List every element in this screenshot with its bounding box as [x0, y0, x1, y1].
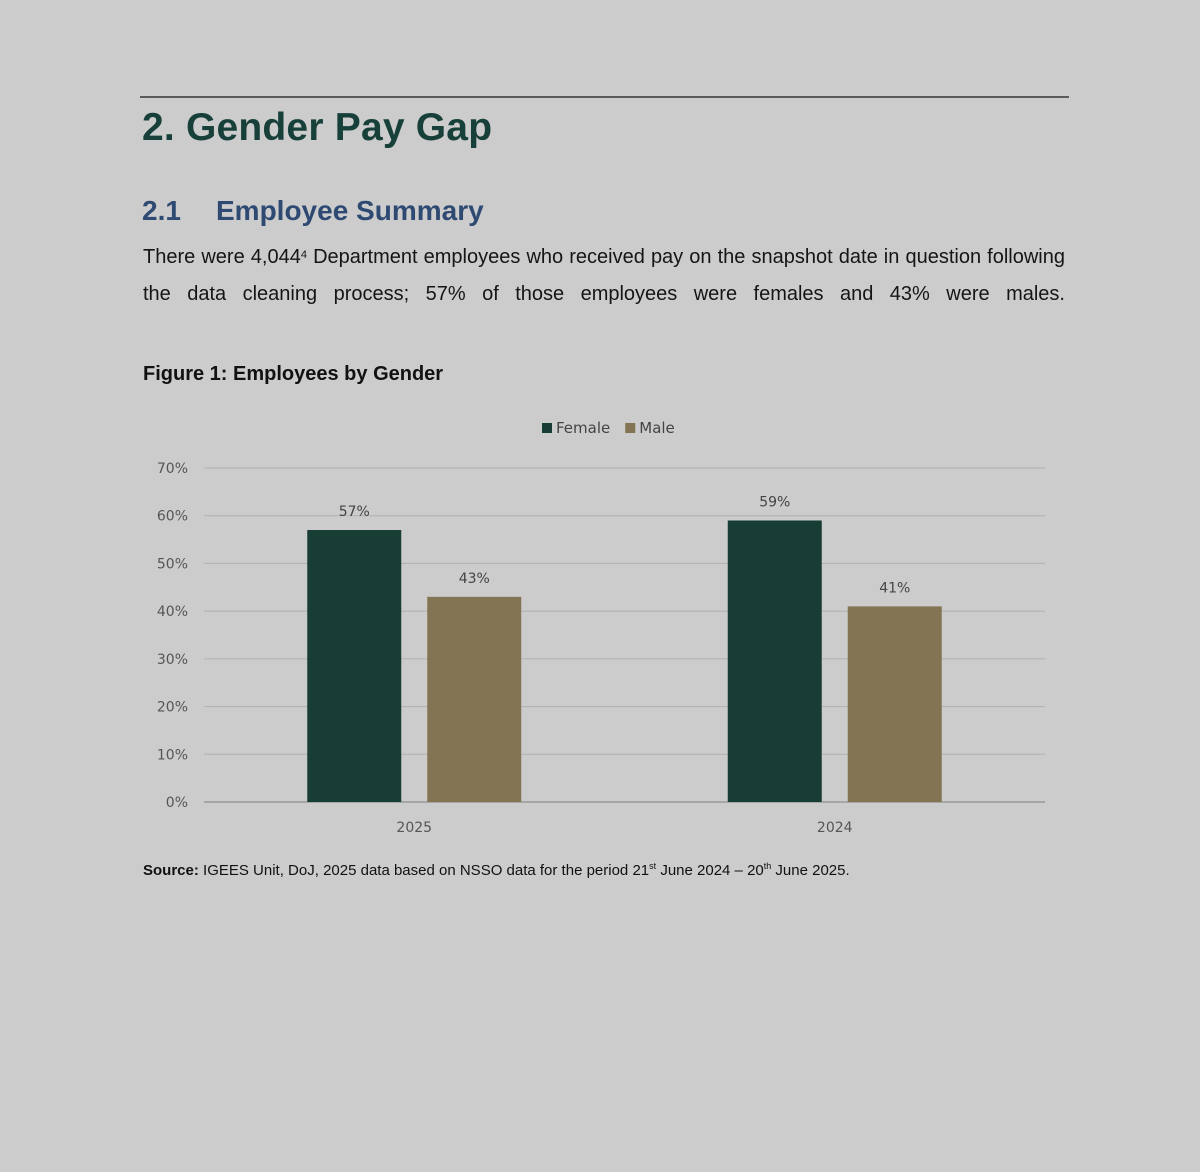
- legend-swatch: [542, 423, 552, 433]
- source-text-2: June 2024 – 20: [656, 862, 764, 879]
- data-label: 43%: [458, 570, 490, 587]
- data-label: 57%: [338, 504, 370, 521]
- legend-swatch: [625, 423, 635, 433]
- x-tick-label: 2025: [396, 820, 433, 836]
- source-label: Source:: [143, 862, 199, 879]
- y-tick-label: 20%: [156, 699, 188, 716]
- data-label: 41%: [879, 580, 911, 597]
- page-heading: 2. Gender Pay Gap: [142, 106, 493, 149]
- y-tick-label: 50%: [156, 556, 188, 573]
- legend-label: Male: [639, 419, 675, 437]
- y-tick-label: 10%: [156, 747, 188, 764]
- bar-female-2025: [307, 530, 401, 802]
- y-tick-label: 70%: [156, 461, 188, 477]
- source-text-1: IGEES Unit, DoJ, 2025 data based on NSSO data for the period 21: [198, 862, 650, 879]
- source-sup-1: st: [649, 861, 657, 871]
- y-tick-label: 0%: [165, 795, 188, 811]
- figure-title: Figure 1: Employees by Gender: [143, 363, 444, 385]
- source-sup-2: th: [763, 861, 772, 871]
- bar-female-2024: [728, 520, 822, 802]
- y-tick-label: 30%: [156, 651, 188, 668]
- data-label: 59%: [759, 494, 791, 511]
- source-note: [143, 862, 850, 879]
- x-tick-label: 2024: [816, 820, 853, 836]
- bar-male-2025: [427, 597, 521, 802]
- paragraph-text-1: There were 4,044: [143, 246, 301, 268]
- y-tick-label: 40%: [156, 604, 188, 621]
- legend-label: Female: [556, 419, 611, 437]
- footnote-marker[interactable]: 4: [300, 249, 307, 261]
- source-text-3: June 2025.: [771, 862, 850, 879]
- y-tick-label: 60%: [156, 508, 188, 525]
- section-title: Employee Summary: [216, 195, 484, 226]
- paragraph-text-2: Department employees who received pay on the snapshot date in question following the data cleaning process; 57% of those employees were females and 43% were males.: [143, 246, 1065, 305]
- bar-male-2024: [848, 606, 942, 802]
- section-number: 2.1: [142, 195, 181, 226]
